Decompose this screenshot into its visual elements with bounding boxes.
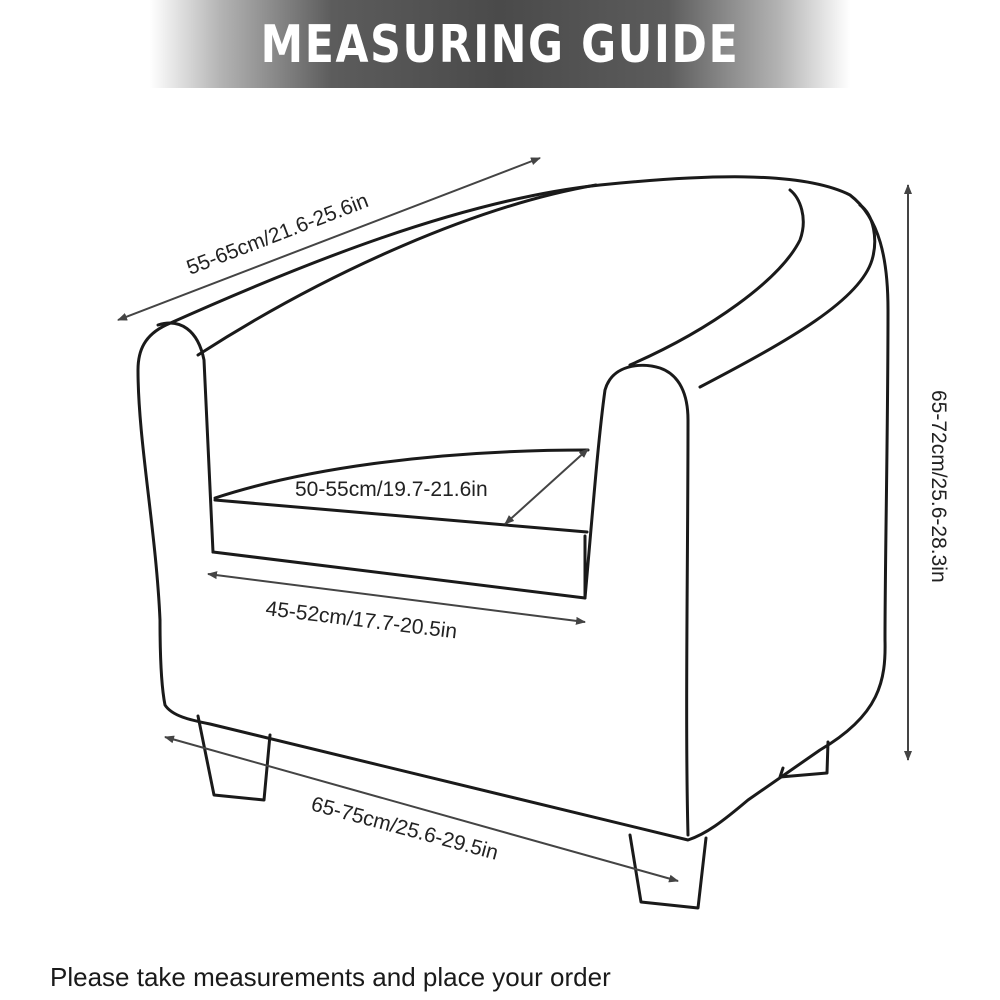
overall-width-label: 65-75cm/25.6-29.5in [308, 792, 501, 865]
back-right-curve [700, 205, 875, 387]
chair-outline [138, 177, 888, 908]
back-width-label: 55-65cm/21.6-25.6in [183, 189, 372, 280]
seat-depth-arrow [505, 449, 588, 524]
seat-width-label: 45-52cm/17.7-20.5in [264, 597, 459, 644]
chair-body [138, 177, 888, 840]
footer-note: Please take measurements and place your order [50, 962, 611, 992]
overall-width-arrow [165, 737, 678, 881]
seat-top-edge [215, 500, 587, 532]
seat-depth-label: 50-55cm/19.7-21.6in [295, 478, 488, 501]
back-width-arrow [118, 158, 540, 320]
seat-front [213, 536, 585, 598]
left-arm [158, 323, 213, 552]
back-rim-line [198, 185, 596, 355]
page-title: MEASURING GUIDE [260, 15, 740, 75]
right-arm [585, 365, 688, 835]
back-inner-line [630, 190, 803, 365]
height-label: 65-72cm/25.6-28.3in [927, 390, 950, 583]
